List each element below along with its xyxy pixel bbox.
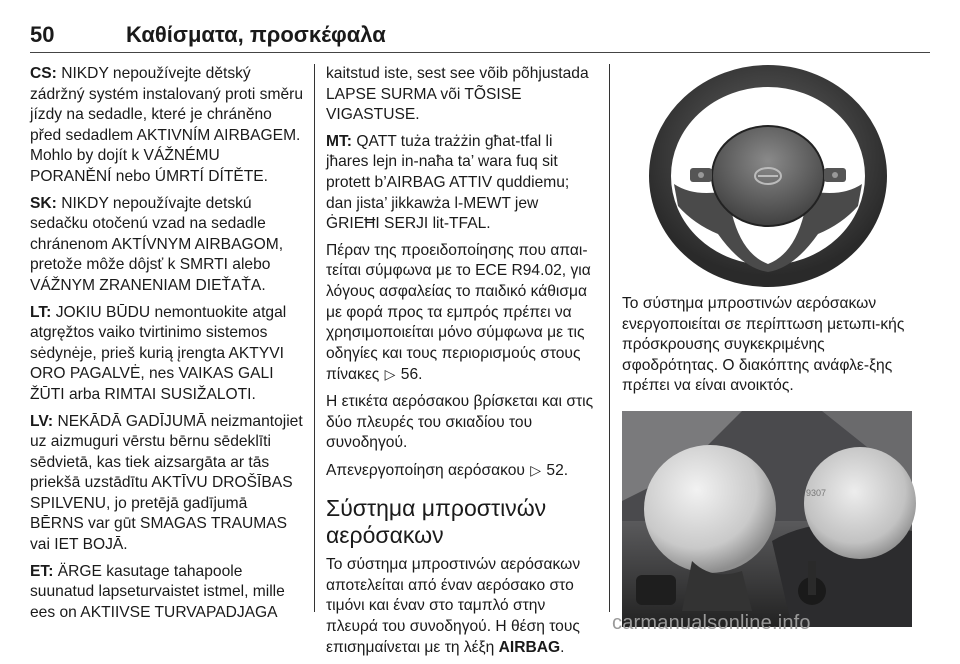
- warning-text-et: ÄRGE kasutage tahapoole suunatud lapseturvaistet istmel, mille ees on AKTIIVSE TURVAPADJAGA: [30, 562, 285, 621]
- warning-et: [30, 562, 305, 624]
- steering-wheel-illustration: [622, 64, 912, 282]
- column-left: [30, 64, 305, 629]
- figure-caption: Το σύστημα μπροστινών αερόσακων ενεργοποιείται σε περίπτωση μετωπι-κής πρόσκρουσης συγκεκριμένης σφοδρότητας. Ο διακόπτης ανάφλε-ξης πρέπει να είναι ανοικτός.: [622, 295, 905, 395]
- section-heading: Σύστημα μπροστινών αερόσακων: [326, 495, 547, 549]
- airbag-keyword: AIRBAG: [498, 638, 561, 656]
- label-location: Η ετικέτα αερόσακου βρίσκεται και στις δύο πλευρές του σκιαδίου του συνοδηγού.: [326, 392, 594, 452]
- section-body-text: Το σύστημα μπροστινών αερόσακων αποτελείται από έναν αερόσακο στο τιμόνι και έναν στο ταμπλό στην πλευρά του συνοδηγού. Η θέση τους επισημαίνεται με τη λέξη: [326, 556, 581, 656]
- deactivation-text: Απενεργοποίηση αερόσακου: [326, 461, 525, 479]
- lang-label-mt: MT:: [326, 132, 352, 150]
- page-ref-arrow-icon: ▷: [384, 366, 396, 383]
- warning-text-mt: QATT tuża trażżin għat-tfal li jħares lejn in-naħa ta’ wara fuq sit protett b’AIRBAG ATTIV quddiemu; dan jista’ jikkawża l-MEWT jew ĠRIEĦI SERJI lit-TFAL.: [326, 132, 570, 233]
- warning-text-lv: NEKĀDĀ GADĪJUMĀ neizmantojiet uz aizmuguri vērstu bērnu sēdeklīti sēdvietā, kas tiek aizsargāta ar tās priekšā uzstādītu AKTĪVU DROŠĪBAS SPILVENU, jo pretējā gadījumā BĒRNS var gūt SMAGAS TRAUMAS vai IET BOJĀ.: [30, 412, 303, 554]
- deployed-airbag-photo: [622, 411, 912, 627]
- page-number: 50: [30, 22, 55, 47]
- page-header: [30, 18, 930, 54]
- greek-warning-text: Πέραν της προειδοποίησης που απαι-τείται σύμφωνα με το ECE R94.02, για λόγους ασφαλείας το παιδικό κάθισμα με φορά προς τα εμπρός πρέπει να χρησιμοποιείται μόνο σύμφωνα με τις οδηγίες και τους περιορισμούς στους πίνακες: [326, 241, 591, 384]
- header-rule: [30, 52, 930, 53]
- steering-wheel-icon: [622, 64, 912, 282]
- page-ref-arrow-icon: ▷: [530, 461, 542, 478]
- column-divider-1: [314, 64, 315, 612]
- warning-lv: [30, 412, 305, 556]
- warning-lt: [30, 303, 305, 406]
- greek-warning-page-ref[interactable]: 56.: [400, 366, 423, 384]
- lang-label-et: ET:: [30, 562, 54, 580]
- image-code: 9307: [806, 488, 827, 498]
- warning-text-cs: NIKDY nepoužívejte dětský zádržný systém instalovaný proti směru jízdy na sedadle, které je chráněno před sedadlem AKTIVNÍM AIRBAGEM. Mohlo by dojít k VÁŽNÉMU PORANĚNÍ nebo ÚMRTÍ DÍTĚTE.: [30, 65, 303, 185]
- deactivation-ref: [326, 460, 596, 482]
- watermark: carmanualsonline.info: [612, 612, 811, 634]
- column-divider-2: [609, 64, 610, 612]
- warning-et-continued: kaitstud iste, sest see võib põhjustada LAPSE SURMA või TÕSISE VIGASTUSE.: [326, 65, 589, 124]
- section-body: Το σύστημα μπροστινών αερόσακων αποτελείται από έναν αερόσακο στο τιμόνι και έναν στο ταμπλό στην πλευρά του συνοδηγού. Η θέση τους επισημαίνεται με τη λέξη AIRBAG.: [326, 556, 581, 656]
- chapter-title: Καθίσματα, προσκέφαλα: [126, 22, 386, 47]
- warning-mt: [326, 132, 596, 235]
- lang-label-cs: CS:: [30, 65, 57, 82]
- lang-label-sk: SK:: [30, 194, 57, 212]
- lang-label-lt: LT:: [30, 303, 52, 321]
- greek-warning: [326, 241, 596, 386]
- warning-cs: [30, 64, 305, 188]
- deactivation-page-ref[interactable]: 52.: [546, 461, 569, 479]
- column-right: [622, 64, 912, 627]
- warning-text-lt: JOKIU BŪDU nemontuokite atgal atgręžtos vaiko tvirtinimo sistemos sėdynėje, prieš kurią įrengta AKTYVI ORO PAGALVĖ, nes VAIKAS GALI ŽŪTI arba RIMTAI SUSIŽALOTI.: [30, 303, 287, 403]
- warning-text-sk: NIKDY nepoužívajte detskú sedačku otočenú vzad na sedadle chránenom AKTÍVNYM AIRBAGOM, pretože môže dôjsť k SMRTI alebo VÁŽNYM ZRANENIAM DIEŤAŤA.: [30, 194, 284, 294]
- airbag-deployed-icon: [622, 411, 912, 627]
- lang-label-lv: LV:: [30, 412, 54, 430]
- warning-sk: [30, 194, 305, 297]
- column-middle: [326, 64, 596, 664]
